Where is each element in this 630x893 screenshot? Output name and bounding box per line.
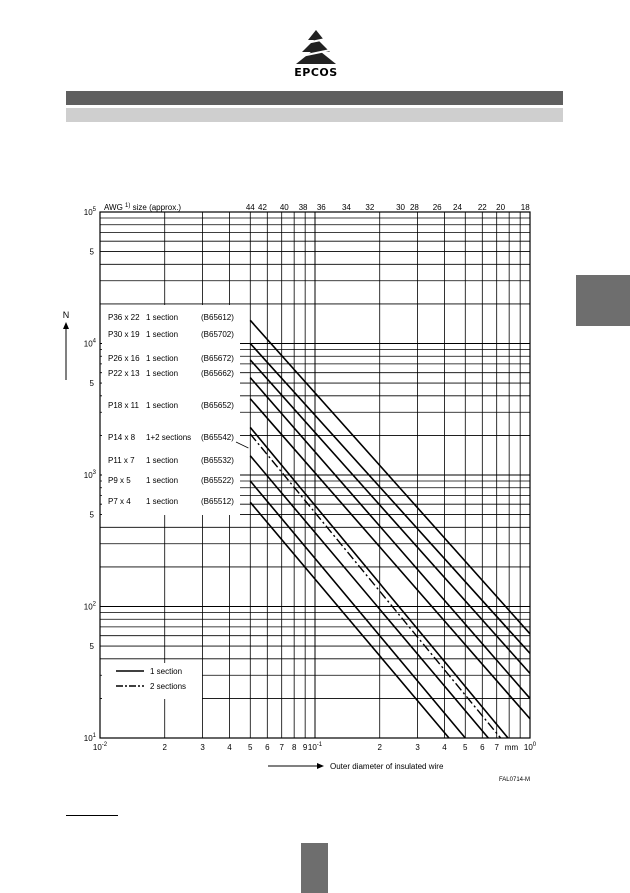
x-tick-label: $10^{-2}$ — [92, 742, 108, 752]
series-label-code: (B65532) — [201, 456, 234, 465]
x-tick-label: 3 — [415, 743, 420, 752]
x-tick-label: 4 — [227, 743, 232, 752]
awg-tick-label: 42 — [258, 203, 267, 212]
x-axis-arrowhead — [317, 763, 324, 769]
x-tick-label: 5 — [463, 743, 468, 752]
awg-tick-label: 34 — [341, 203, 351, 212]
x-tick-label: 5 — [248, 743, 253, 752]
y-axis-arrowhead — [63, 322, 69, 329]
series-label-name: P18 x 11 — [108, 401, 139, 410]
legend-label: 2 sections — [150, 682, 187, 691]
series-label-code: (B65672) — [201, 354, 234, 363]
y-tick-label: 5 — [89, 247, 94, 257]
y-tick-label: $10^1$ — [83, 733, 96, 743]
awg-tick-label: 20 — [496, 203, 506, 212]
series-line — [250, 456, 488, 738]
x-tick-label: 3 — [200, 743, 205, 752]
y-tick-label: $10^4$ — [83, 338, 96, 349]
y-tick-label: $10^2$ — [83, 601, 96, 612]
x-tick-label: 6 — [480, 743, 485, 752]
x-tick-label: $10^{-1}$ — [307, 742, 323, 752]
y-tick-label: 5 — [89, 642, 94, 652]
series-label-name: P22 x 13 — [108, 369, 140, 378]
awg-tick-label: 28 — [409, 203, 419, 212]
series-label-sections: 1 section — [146, 369, 179, 378]
y-axis-label: N — [62, 310, 70, 320]
series-label-name: P11 x 7 — [108, 456, 135, 465]
awg-tick-label: 22 — [477, 203, 487, 212]
series-label-sections: 1 section — [146, 354, 179, 363]
series-label-sections: 1 section — [146, 330, 179, 339]
x-tick-label: 7 — [279, 743, 284, 752]
awg-tick-label: 26 — [432, 203, 442, 212]
series-line — [250, 434, 500, 738]
series-label-sections: 1 section — [146, 456, 179, 465]
awg-tick-label: 30 — [396, 203, 406, 212]
series-label-code: (B65542) — [201, 433, 234, 442]
x-tick-label: 8 — [291, 743, 297, 752]
series-label-name: P7 x 4 — [108, 497, 131, 506]
x-axis-label: Outer diameter of insulated wire — [330, 762, 444, 771]
series-line — [250, 481, 465, 738]
series-label-name: P26 x 16 — [108, 354, 140, 363]
x-tick-label: 2 — [377, 743, 382, 752]
awg-tick-label: 38 — [298, 203, 308, 212]
logo-text: EPCOS — [294, 66, 338, 79]
series-label-name: P14 x 8 — [108, 433, 136, 442]
x-unit-label: mm — [504, 743, 519, 752]
figure-code: FAL0714-M — [498, 777, 530, 783]
x-tick-label: 6 — [265, 743, 270, 752]
series-label-sections: 1 section — [146, 313, 179, 322]
awg-title: AWG $^{1)}$ size (approx.) — [104, 203, 182, 212]
x-tick-label: 9 — [302, 743, 308, 752]
awg-tick-label: 44 — [245, 203, 255, 212]
legend-label: 1 section — [150, 667, 183, 676]
x-tick-label: 2 — [162, 743, 167, 752]
awg-tick-label: 18 — [520, 203, 530, 212]
series-label-code: (B65662) — [201, 369, 234, 378]
series-label-sections: 1 section — [146, 401, 179, 410]
page-tab — [301, 843, 328, 893]
series-line — [250, 502, 449, 738]
series-label-sections: 1 section — [146, 497, 179, 506]
series-label-code: (B65512) — [201, 497, 234, 506]
x-tick-label: 7 — [494, 743, 499, 752]
y-tick-label: 5 — [89, 510, 94, 520]
series-label-code: (B65652) — [201, 401, 234, 410]
y-tick-label: $10^3$ — [83, 470, 96, 480]
awg-tick-label: 36 — [316, 203, 326, 212]
x-tick-label: 4 — [442, 743, 447, 752]
series-label-code: (B65522) — [201, 476, 234, 485]
awg-tick-label: 24 — [453, 203, 462, 212]
series-line — [250, 378, 530, 699]
x-tick-label: $10^0$ — [523, 742, 537, 752]
series-line — [250, 427, 508, 738]
series-label-sections: 1 section — [146, 476, 179, 485]
y-tick-label: $10^5$ — [83, 207, 96, 217]
awg-tick-label: 32 — [365, 203, 375, 212]
series-label-name: P30 x 19 — [108, 330, 140, 339]
series-line — [250, 399, 530, 719]
series-line — [250, 360, 530, 673]
y-tick-label: 5 — [89, 379, 94, 389]
series-label-name: P36 x 22 — [108, 313, 140, 322]
footnote-rule — [66, 815, 118, 816]
awg-tick-label: 40 — [279, 203, 289, 212]
series-label-name: P9 x 5 — [108, 476, 131, 485]
series-label-code: (B65702) — [201, 330, 234, 339]
series-label-sections: 1+2 sections — [146, 433, 192, 442]
series-label-code: (B65612) — [201, 313, 234, 322]
